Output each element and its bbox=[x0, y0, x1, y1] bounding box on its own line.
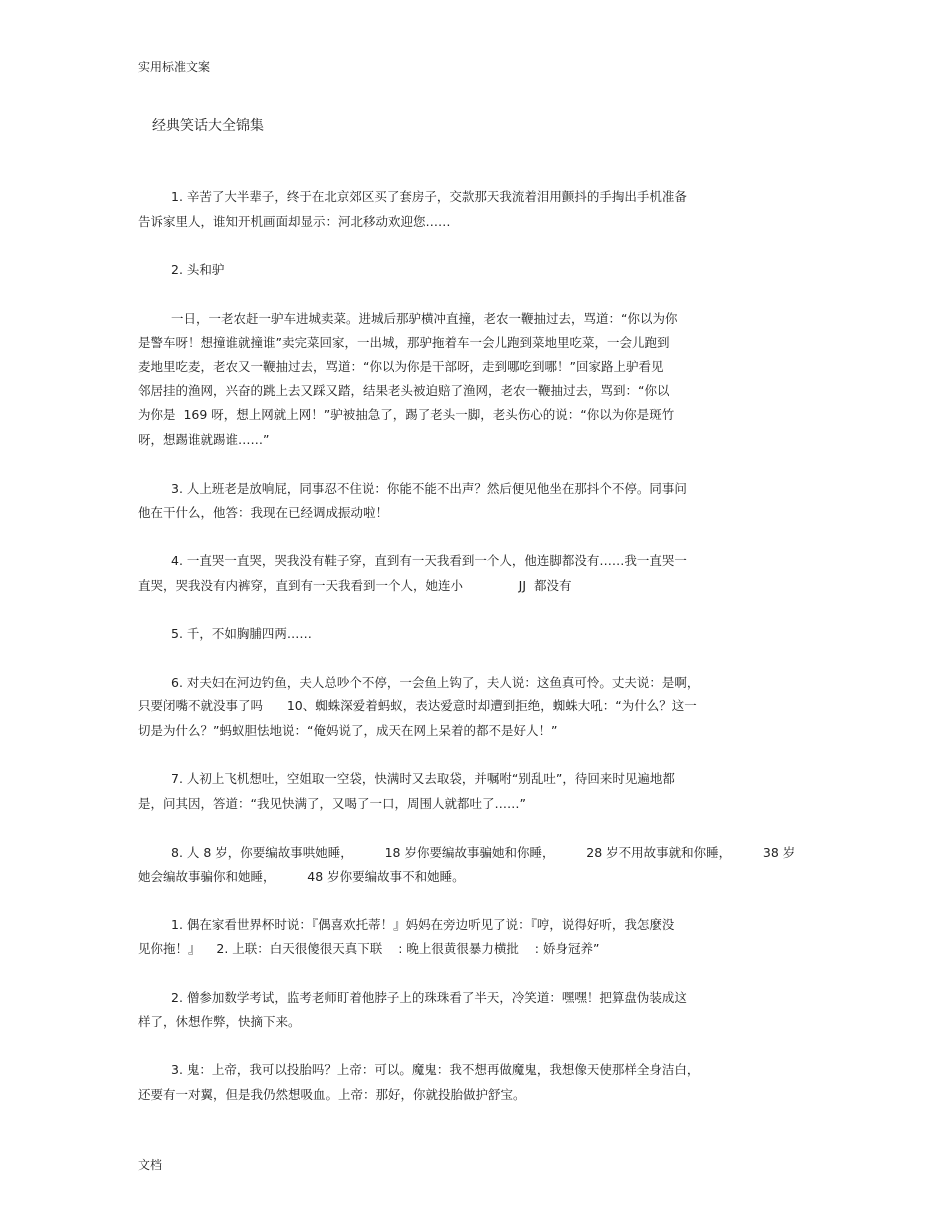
joke-10-line-1: 2. 僧参加数学考试，监考老师盯着他脖子上的珠珠看了半天，冷笑道：嘿嘿！把算盘伪装成这 bbox=[171, 990, 687, 1005]
joke-7-line-1: 7. 人初上飞机想吐，空姐取一空袋，快满时又去取袋，并嘱咐“别乱吐”，待回来时见遍地都 bbox=[171, 771, 675, 786]
joke-5-line-1: 5. 千，不如胸脯四两…… bbox=[171, 626, 312, 641]
joke-6-line-3: 切是为什么？”蚂蚁胆怯地说：“俺妈说了，成天在网上呆着的都不是好人！” bbox=[138, 723, 558, 738]
joke-4-line-1: 4. 一直哭一直哭，哭我没有鞋子穿，直到有一天我看到一个人，他连脚都没有……我一直哭一 bbox=[171, 553, 687, 568]
joke-8-line-2: 她会编故事骗你和她睡， 48 岁你要编故事不和她睡。 bbox=[138, 869, 465, 884]
joke-2-line-4: 邻居挂的渔网，兴奋的跳上去又踩又踏，结果老头被迫赔了渔网，老农一鞭抽过去，骂到：“你以 bbox=[138, 383, 670, 398]
joke-6-line-2: 只要闭嘴不就没事了吗 10、蜘蛛深爱着蚂蚁，表达爱意时却遭到拒绝，蜘蛛大吼：“为什么？这一 bbox=[138, 698, 697, 713]
joke-3-line-2: 他在干什么，他答：我现在已经调成振动啦！ bbox=[138, 505, 389, 520]
joke-2-line-1: 一日，一老农赶一驴车进城卖菜。进城后那驴横冲直撞，老农一鞭抽过去，骂道：“你以为你 bbox=[171, 311, 678, 326]
joke-8-line-1: 8. 人 8 岁，你要编故事哄她睡， 18 岁你要编故事骗她和你睡， 28 岁不用故事就和你睡， 38 岁 bbox=[171, 845, 796, 860]
joke-1-line-1: 1. 辛苦了大半辈子，终于在北京郊区买了套房子，交款那天我流着泪用颤抖的手掏出手机准备 bbox=[171, 189, 687, 204]
joke-2-line-2: 是警车呀！想撞谁就撞谁”卖完菜回家，一出城，那驴拖着车一会儿跑到菜地里吃菜，一会儿跑到 bbox=[138, 335, 670, 350]
joke-3-line-1: 3. 人上班老是放响屁，同事忍不住说：你能不能不出声？然后便见他坐在那抖个不停。同事问 bbox=[171, 481, 687, 496]
joke-2-line-5: 为你是 169 呀，想上网就上网！”驴被抽急了，踢了老头一脚，老头伤心的说：“你以为你是斑竹 bbox=[138, 407, 675, 422]
document-title: 经典笑话大全锦集 bbox=[152, 118, 264, 134]
joke-7-line-2: 是，问其因，答道：“我见快满了，又喝了一口，周围人就都吐了……” bbox=[138, 796, 526, 811]
joke-2-heading: 2. 头和驴 bbox=[171, 262, 225, 277]
joke-1-line-2: 告诉家里人，谁知开机画面却显示：河北移动欢迎您…… bbox=[138, 214, 451, 229]
joke-4-line-2: 直哭，哭我没有内裤穿，直到有一天我看到一个人，她连小 JJ 都没有 bbox=[138, 578, 572, 593]
page-header: 实用标准文案 bbox=[138, 60, 211, 74]
joke-9-line-1: 1. 偶在家看世界杯时说：『偶喜欢托蒂！』妈妈在旁边听见了说：『哼，说得好听，我怎麼没 bbox=[171, 917, 675, 932]
joke-6-line-1: 6. 对夫妇在河边钓鱼，夫人总吵个不停，一会鱼上钩了，夫人说：这鱼真可怜。丈夫说：是啊， bbox=[171, 675, 700, 690]
joke-2-line-3: 麦地里吃麦，老农又一鞭抽过去，骂道：“你以为你是干部呀，走到哪吃到哪！”回家路上驴看见 bbox=[138, 359, 664, 374]
joke-9-line-2: 见你拖！』 2. 上联：白天很傻很天真下联 : 晚上很黄很暴力横批 : 娇身冠养” bbox=[138, 941, 600, 956]
joke-10-line-2: 样了，休想作弊，快摘下来。 bbox=[138, 1014, 301, 1029]
joke-11-line-2: 还要有一对翼，但是我仍然想吸血。上帝：那好，你就投胎做护舒宝。 bbox=[138, 1087, 526, 1102]
page-footer: 文档 bbox=[138, 1158, 163, 1172]
joke-2-line-6: 呀，想踢谁就踢谁……” bbox=[138, 432, 270, 447]
joke-11-line-1: 3. 鬼：上帝，我可以投胎吗？上帝：可以。魔鬼：我不想再做魔鬼，我想像天使那样全身洁白， bbox=[171, 1062, 700, 1077]
